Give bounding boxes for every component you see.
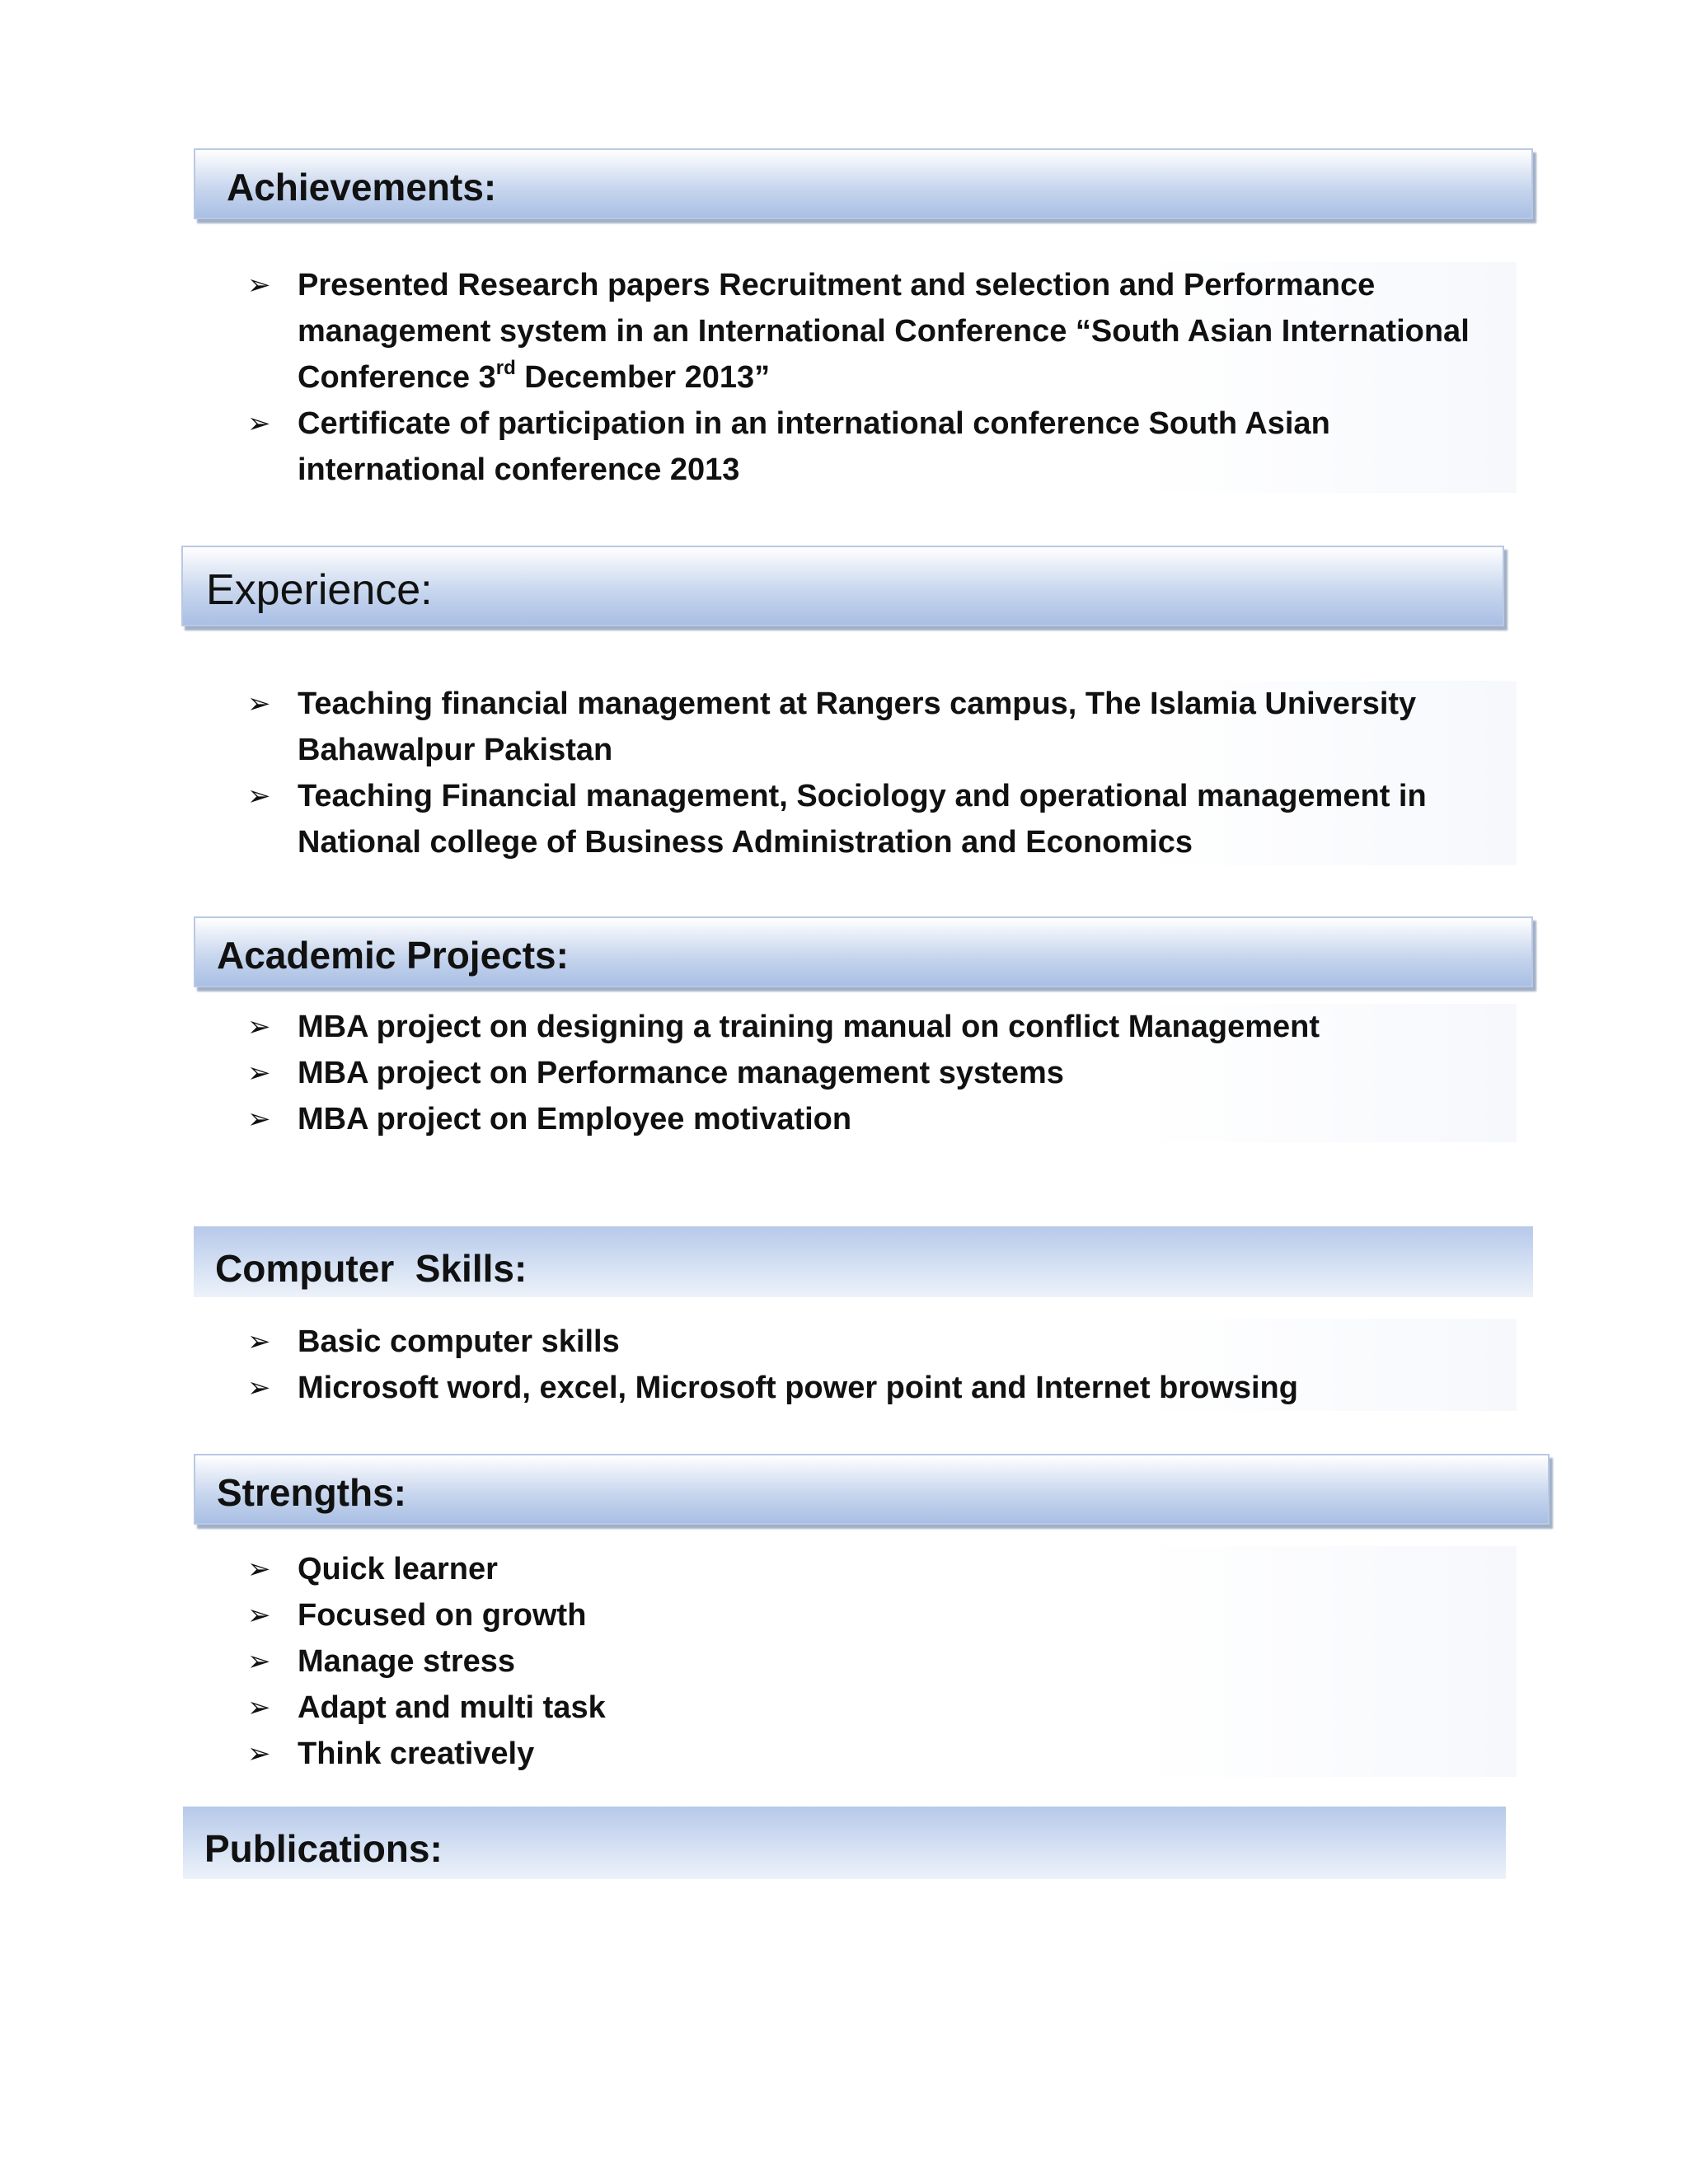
experience-header <box>181 546 1504 626</box>
right-arrow-bullet-icon: ➢ <box>247 1326 271 1357</box>
section-title: Academic Projects: <box>217 934 569 977</box>
right-arrow-bullet-icon: ➢ <box>247 269 271 301</box>
section-title: Experience: <box>206 566 433 614</box>
experience-list <box>247 681 1517 865</box>
list-item: ➢ Adapt and multi task <box>247 1685 1517 1731</box>
section-title: Achievements: <box>227 166 497 209</box>
list-item: ➢ Teaching financial management at Rangers campus, The Islamia University Bahawalpur Pakistan <box>247 681 1517 773</box>
computer-skills-list <box>247 1319 1517 1411</box>
right-arrow-bullet-icon: ➢ <box>247 780 271 812</box>
list-item: ➢ Presented Research papers Recruitment and selection and Performance management system in an International Conference “South Asian International Conference 3rd December 2013” <box>247 262 1517 401</box>
right-arrow-bullet-icon: ➢ <box>247 688 271 719</box>
list-item: ➢ Basic computer skills <box>247 1319 1517 1365</box>
right-arrow-bullet-icon: ➢ <box>247 1057 271 1089</box>
right-arrow-bullet-icon: ➢ <box>247 1600 271 1631</box>
list-item: ➢ Focused on growth <box>247 1592 1517 1638</box>
list-item: ➢ MBA project on designing a training manual on conflict Management <box>247 1004 1517 1050</box>
academic-projects-header <box>194 916 1533 987</box>
right-arrow-bullet-icon: ➢ <box>247 1692 271 1723</box>
strengths-list <box>247 1546 1517 1777</box>
right-arrow-bullet-icon: ➢ <box>247 1646 271 1677</box>
computer-skills-header <box>194 1226 1533 1297</box>
right-arrow-bullet-icon: ➢ <box>247 1104 271 1135</box>
right-arrow-bullet-icon: ➢ <box>247 1372 271 1404</box>
publications-header <box>183 1807 1506 1879</box>
strengths-header <box>194 1454 1550 1525</box>
section-title: Strengths: <box>217 1471 406 1514</box>
list-item: ➢ MBA project on Performance management systems <box>247 1050 1517 1096</box>
achievements-header <box>194 148 1533 219</box>
list-item: ➢ MBA project on Employee motivation <box>247 1096 1517 1142</box>
right-arrow-bullet-icon: ➢ <box>247 1738 271 1769</box>
list-item: ➢ Quick learner <box>247 1546 1517 1592</box>
section-title: Computer Skills: <box>215 1247 528 1290</box>
academic-projects-list <box>247 1004 1517 1142</box>
list-item: ➢ Manage stress <box>247 1638 1517 1685</box>
section-title: Publications: <box>204 1827 443 1870</box>
list-item: ➢ Think creatively <box>247 1731 1517 1777</box>
right-arrow-bullet-icon: ➢ <box>247 408 271 439</box>
right-arrow-bullet-icon: ➢ <box>247 1011 271 1043</box>
achievements-list <box>247 262 1517 493</box>
list-item: ➢ Certificate of participation in an international conference South Asian international conference 2013 <box>247 401 1517 493</box>
list-item: ➢ Microsoft word, excel, Microsoft power point and Internet browsing <box>247 1365 1517 1411</box>
right-arrow-bullet-icon: ➢ <box>247 1554 271 1585</box>
list-item: ➢ Teaching Financial management, Sociology and operational management in National college of Business Administration and Economics <box>247 773 1517 865</box>
